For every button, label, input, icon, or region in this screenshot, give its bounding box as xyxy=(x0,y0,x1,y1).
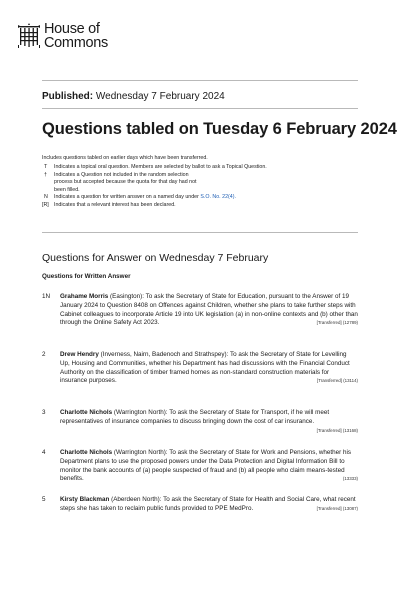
question-number: 5 xyxy=(42,496,46,503)
section-title: Questions for Answer on Wednesday 7 February xyxy=(42,252,269,264)
member-name: Drew Hendry xyxy=(60,351,99,358)
constituency: (Easington): xyxy=(108,293,146,300)
legend-key: † xyxy=(44,171,47,178)
subsection-title: Questions for Written Answer xyxy=(42,273,131,280)
portcullis-icon xyxy=(18,23,40,49)
legend-item xyxy=(42,164,358,172)
symbol-legend xyxy=(42,164,358,210)
question-body xyxy=(60,409,358,435)
question-reference: (13333) xyxy=(342,476,358,482)
legend-item xyxy=(42,202,358,210)
header-divider xyxy=(42,80,358,81)
question-number: 3 xyxy=(42,409,46,416)
legend-item xyxy=(42,172,358,195)
question-item xyxy=(42,449,358,491)
legend-item xyxy=(42,194,358,202)
question-body xyxy=(60,293,358,328)
question-item xyxy=(42,409,358,441)
published-date: Wednesday 7 February 2024 xyxy=(95,91,225,102)
published-divider xyxy=(42,108,358,109)
question-item xyxy=(42,293,358,343)
member-name: Kirsty Blackman xyxy=(60,496,110,503)
legend-key: [R] xyxy=(42,201,49,208)
published-line xyxy=(42,91,225,102)
member-name: Charlotte Nichols xyxy=(60,409,113,416)
legend-description: Indicates a topical oral question. Members are selected by ballot to ask a Topical Question. xyxy=(54,164,267,170)
question-item xyxy=(42,496,358,528)
question-item xyxy=(42,351,358,401)
published-label: Published: xyxy=(42,91,94,102)
question-number: 4 xyxy=(42,449,46,456)
question-reference: [Transferred] (12789) xyxy=(316,320,358,326)
legend-key: N xyxy=(44,194,48,201)
legend-description-text: Indicates a question for written answer on a named day under xyxy=(54,194,201,201)
standing-order-link[interactable]: S.O. No. 22(4). xyxy=(200,194,236,201)
question-text: To ask the Secretary of State for Work and Pensions, whether his Department plans to use the proposed powers under the Data Protection and Digital Information Bill to monitor the bank accounts of (a) people suspected of fraud and (b) all people who claim means-tested benefits. xyxy=(60,449,352,483)
section-divider xyxy=(42,232,358,233)
question-body xyxy=(60,496,358,514)
legend-description: Indicates that a relevant interest has been declared. xyxy=(54,201,176,208)
question-text: To ask the Secretary of State for Levelling Up, Housing and Communities, whether his Department has had discussions with the Financial Conduct Authority on the classification of timber framed homes as non-standard construction materials for insurance purposes. xyxy=(60,351,350,385)
constituency: (Warrington North): xyxy=(112,449,170,456)
constituency: (Inverness, Nairn, Badenoch and Strathspey): xyxy=(98,351,230,358)
question-reference: [Transferred] (13087) xyxy=(316,505,358,511)
member-name: Grahame Morris xyxy=(60,293,109,300)
question-text: To ask the Secretary of State for Education, pursuant to the Answer of 19 January 2024 to Question 8408 on Offences against Children, whether she plans to take further steps with Cabinet colleagues to incorporate Article 19 into UK legislation (a) in non-online contexts and (b) other than through the Online Safety Act 2023. xyxy=(60,293,358,327)
logo-line-2: Commons xyxy=(44,35,108,51)
question-reference: [Transferred] (13168) xyxy=(316,427,358,433)
legend-description xyxy=(54,194,236,202)
question-number: 1N xyxy=(42,293,51,300)
question-body xyxy=(60,351,358,386)
question-number: 2 xyxy=(42,351,46,358)
logo-wordmark xyxy=(44,22,108,50)
logo-line-1: House of xyxy=(44,21,100,37)
intro-text: Includes questions tabled on earlier days which have been transferred. xyxy=(42,155,208,161)
question-reference: [Transferred] (13114) xyxy=(317,378,358,384)
question-body xyxy=(60,449,358,484)
question-text: To ask the Secretary of State for Transport, if he will meet representatives of insurance companies to discuss bringing down the cost of car insurance. xyxy=(60,409,330,425)
member-name: Charlotte Nichols xyxy=(60,449,113,456)
page-title: Questions tabled on Tuesday 6 February 2024 xyxy=(42,120,397,138)
constituency: (Aberdeen North): xyxy=(109,496,164,503)
question-text: To ask the Secretary of State for Health and Social Care, what recent steps she has taken to reclaim public funds provided to PPE MedPro. xyxy=(60,496,356,512)
house-of-commons-logo xyxy=(18,21,108,51)
legend-key: T xyxy=(44,164,48,170)
legend-description: Indicates a Question not included in the random selection process but accepted because the quota for that day had not been filled. xyxy=(54,171,197,193)
constituency: (Warrington North): xyxy=(112,409,170,416)
